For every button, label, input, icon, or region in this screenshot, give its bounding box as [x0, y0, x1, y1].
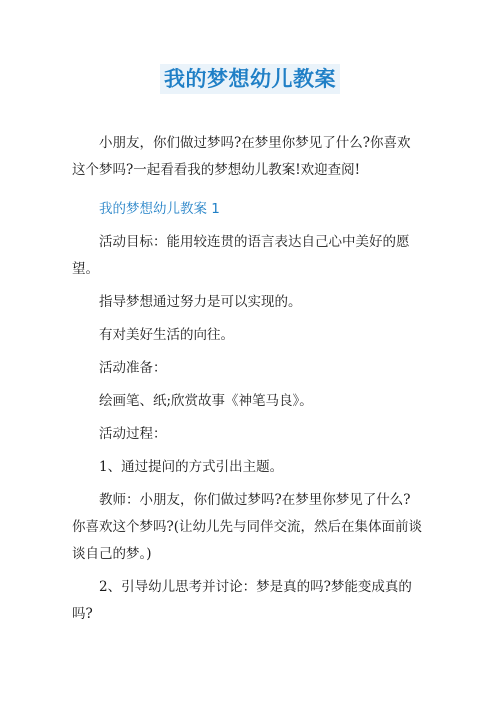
paragraph-goal-3: 有对美好生活的向往。	[99, 327, 234, 343]
document-title: 我的梦想幼儿教案	[160, 64, 340, 94]
intro-paragraph: 小朋友，你们做过梦吗?在梦里你梦见了什么?你喜欢这个梦吗?一起看看我的梦想幼儿教案!欢迎查阅!	[72, 135, 411, 178]
paragraph-step-1: 1、通过提问的方式引出主题。	[99, 459, 284, 475]
paragraph-step-2: 2、引导幼儿思考并讨论：梦是真的吗?梦能变成真的吗?	[72, 579, 412, 622]
paragraph-prep: 绘画笔、纸;欣赏故事《神笔马良》。	[99, 393, 313, 409]
paragraph-goal-2: 指导梦想通过努力是可以实现的。	[99, 294, 302, 310]
paragraph-goal: 活动目标：能用较连贯的语言表达自己心中美好的愿望。	[72, 234, 410, 277]
title-wrap	[0, 64, 500, 94]
paragraph-process-heading: 活动过程：	[99, 426, 167, 442]
section-heading: 我的梦想幼儿教案 1	[99, 201, 220, 217]
document-body	[72, 130, 422, 628]
paragraph-prep-heading: 活动准备：	[99, 360, 167, 376]
paragraph-teacher: 教师：小朋友，你们做过梦吗?在梦里你梦见了什么?你喜欢这个梦吗?(让幼儿先与同伴交流，然后在集体面前谈谈自己的梦。)	[72, 492, 423, 562]
